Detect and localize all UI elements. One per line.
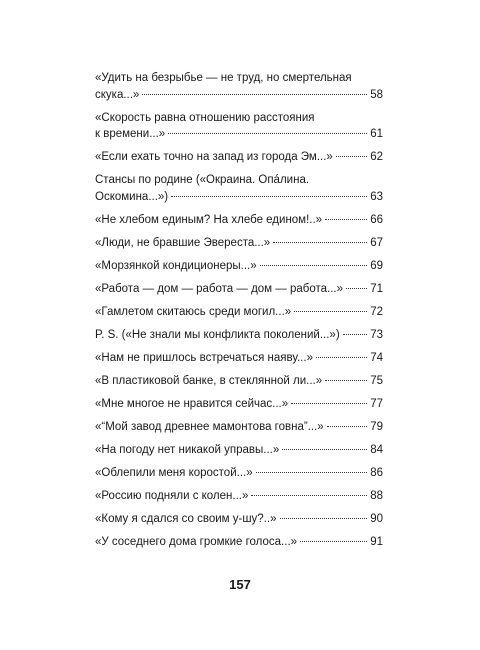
toc-entry-page: 86 (370, 466, 383, 479)
dot-leader (256, 472, 368, 473)
dot-leader (343, 334, 368, 335)
toc-entry-title: «Морзянкой кондиционеры...» (95, 259, 257, 272)
toc-entry-title: «У соседнего дома громкие голоса...» (95, 535, 298, 548)
toc-entry-row (95, 258, 383, 275)
toc-entry-page: 90 (370, 512, 383, 525)
toc-entry-page: 91 (370, 535, 383, 548)
toc-entry-title: «Работа — дом — работа — дом — работа...» (95, 282, 344, 295)
toc-entry-title-line: «Скорость равна отношению расстояния (95, 111, 315, 124)
toc-entry-page: 69 (370, 259, 383, 272)
toc-entry-title: «Мне многое не нравится сейчас...» (95, 397, 289, 410)
dot-leader (171, 196, 367, 197)
dot-leader (260, 265, 368, 266)
toc-entry-title: «Россию подняли с колен...» (95, 489, 249, 502)
toc-entry (95, 511, 383, 528)
toc-entry (95, 70, 383, 103)
dot-leader (300, 541, 367, 542)
toc-entry-row (95, 304, 383, 321)
toc-entry-title: «Гамлетом скитаюсь среди могил...» (95, 305, 292, 318)
dot-leader (273, 242, 367, 243)
toc-entry-page: 72 (370, 305, 383, 318)
toc-entry (95, 442, 383, 459)
dot-leader (291, 403, 367, 404)
toc-entry (95, 488, 383, 505)
toc-entry-row (95, 396, 383, 413)
dot-leader (325, 380, 367, 381)
toc-entry-row (95, 419, 383, 436)
toc-entry (95, 149, 383, 166)
toc-entry-title-line: «Удить на безрыбье — не труд, но смертельная (95, 72, 352, 84)
toc-entry-row (95, 465, 383, 482)
toc-entry-title: к времени...» (95, 128, 166, 140)
toc-entry-title: Оскомина...») (95, 190, 169, 203)
toc-entry (95, 212, 383, 229)
toc-entry-title-line: Стансы по родине («Окраина. Опáлина. (95, 174, 310, 186)
toc-entry (95, 373, 383, 390)
dot-leader (280, 518, 368, 519)
dot-leader (346, 288, 367, 289)
toc-entry (95, 465, 383, 482)
dot-leader (325, 219, 367, 220)
toc-entry (95, 396, 383, 413)
toc-entry-page: 88 (370, 489, 383, 502)
toc-entry-row (95, 373, 383, 390)
toc-entry-row (95, 212, 383, 229)
page-number: 157 (229, 577, 251, 592)
toc-entry (95, 419, 383, 436)
toc-entry-page: 61 (370, 128, 383, 140)
toc-entry-row (95, 534, 383, 551)
toc-entry-row (95, 281, 383, 298)
dot-leader (142, 94, 367, 95)
toc-entry-page: 74 (370, 351, 383, 364)
toc-entry-page: 58 (370, 88, 383, 101)
toc-entry-title: «“Мой завод древнее мамонтова говна”...» (95, 420, 324, 433)
dot-leader (336, 156, 367, 157)
toc-entry-row (95, 511, 383, 528)
toc-entry-title: «Кому я сдался со своим у-шу?..» (95, 512, 277, 525)
toc-entry-page: 67 (370, 236, 383, 249)
toc-entry (95, 258, 383, 275)
toc-entry-title: «Не хлебом единым? На хлебе едином!..» (95, 213, 323, 226)
toc-entry-row (95, 149, 383, 166)
toc-entry-row (95, 442, 383, 459)
toc-entry-row (95, 189, 383, 206)
toc-entry-title: «Облепили меня коростой...» (95, 466, 253, 479)
toc-entry-row (95, 126, 383, 143)
toc-entry-row (95, 327, 383, 344)
toc-entry (95, 327, 383, 344)
toc-entry (95, 235, 383, 252)
toc-entry (95, 304, 383, 321)
toc-entry-title: «Нам не пришлось встречаться наяву...» (95, 351, 313, 364)
toc-entry-page: 73 (370, 328, 383, 341)
toc-entry-page: 77 (370, 397, 383, 410)
toc-entry-page: 84 (370, 443, 383, 456)
toc-entry (95, 350, 383, 367)
toc-entry-title: скука...» (95, 88, 140, 101)
toc-entry-page: 79 (370, 420, 383, 433)
toc-entry-page: 66 (370, 213, 383, 226)
toc-entry (95, 281, 383, 298)
toc-entry-row (95, 350, 383, 367)
dot-leader (327, 426, 368, 427)
toc-entry-title: «Если ехать точно на запад из города Эм...» (95, 151, 333, 163)
toc-entry-page: 62 (370, 151, 383, 163)
toc-entry-page: 75 (370, 374, 383, 387)
toc-entry-title: «На погоду нет никакой управы...» (95, 443, 280, 456)
dot-leader (168, 133, 367, 134)
toc-entry (95, 110, 383, 143)
toc-entry-page: 63 (370, 190, 383, 203)
dot-leader (316, 357, 367, 358)
toc-entry-row (95, 87, 383, 104)
toc-entry-page: 71 (370, 282, 383, 295)
dot-leader (282, 449, 367, 450)
toc-entry-row (95, 235, 383, 252)
toc-entry-title: «Люди, не бравшие Эвереста...» (95, 236, 271, 249)
toc-entry-row (95, 488, 383, 505)
dot-leader (294, 311, 367, 312)
toc-entry (95, 172, 383, 205)
dot-leader (251, 495, 367, 496)
toc-entry-title: «В пластиковой банке, в стеклянной ли...» (95, 374, 323, 387)
toc-entry-title: P. S. («Не знали мы конфликта поколений...») (95, 328, 340, 341)
toc-entry (95, 534, 383, 551)
table-of-contents (95, 70, 383, 557)
